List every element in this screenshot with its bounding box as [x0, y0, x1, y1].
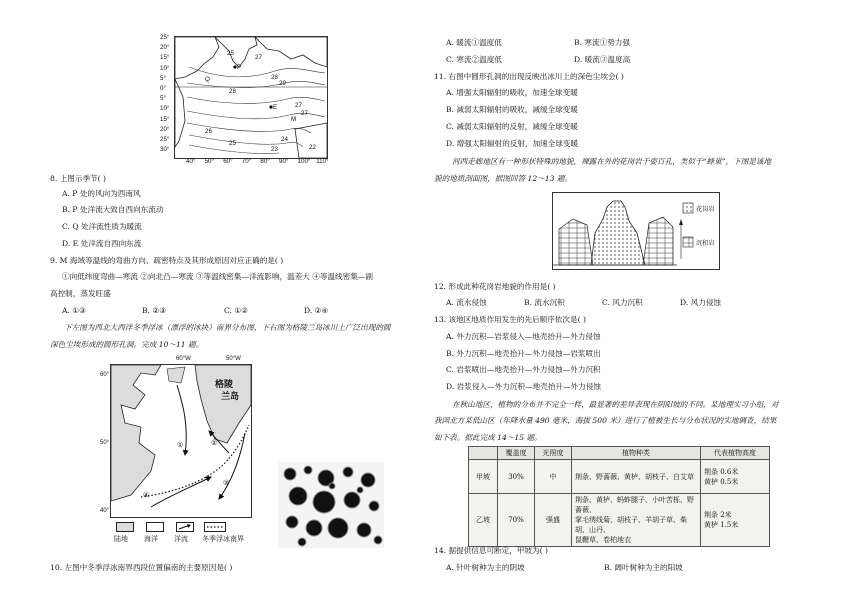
q11-option-b[interactable]: B. 减弱太阳辐射的吸收，减缓全球变暖 [446, 105, 578, 114]
q11-stem: 11. 右图中圆形孔洞的出现反映出冰川上的深色尘埃会( ) [434, 72, 624, 81]
vegetation-table [468, 446, 770, 547]
table-row [469, 460, 770, 494]
legend-swatch [176, 522, 194, 532]
sedimentary-right [643, 217, 673, 265]
q8-option-a[interactable]: A. P 处的风向为西南风 [62, 189, 141, 198]
lat-tick-label: 10° [160, 64, 170, 72]
q8-option-d[interactable]: D. E 处洋流自西向东流 [62, 239, 142, 248]
hole-shape [344, 492, 360, 508]
isotherm-line [187, 97, 325, 103]
table-header-row [469, 447, 770, 460]
intro-10-11-line1: 下左图为西北大西洋冬季浮冰（漂浮的冰块）南界分布图，下右图为格陵兰岛冰川上广泛出现的圆 [64, 323, 391, 332]
q13-option-c[interactable]: C. 岩浆喷出—地壳抬升—外力侵蚀—外力沉积 [446, 365, 601, 374]
lat-tick-label: 40° [100, 508, 110, 514]
hole-shape [361, 473, 375, 487]
legend-swatch [204, 522, 226, 532]
lon-tick-label: 110° [316, 158, 329, 165]
q9-option-b[interactable]: B. ②③ [142, 306, 167, 315]
table-header-cell: 覆盖度 [498, 447, 535, 460]
intro-14-15-line1: 在秋山地区，植物的分布并不完全一样，最显著的差异表现在阴阳坡的不同。某地理实习小组，对 [452, 400, 779, 409]
lon-tick-label: 50°W [226, 356, 241, 362]
land-southeast-asia [255, 37, 327, 67]
q12-option-c[interactable]: C. 风力沉积 [602, 298, 643, 307]
legend-swatch [116, 522, 134, 532]
light-cell: 中 [535, 460, 572, 494]
legend-label: 洋流 [174, 536, 188, 543]
q10-option-c[interactable]: C. 寒流②温度低 [446, 55, 502, 64]
lat-tick-label: 20° [160, 125, 170, 133]
lon-tick-label: 50° [204, 158, 214, 165]
species-line: 荆条、黄栌、蚂蚱腿子、小叶苦栎、野蔷薇、 [575, 496, 694, 514]
q14-stem: 14. 据提供信息可断定，甲坡为( ) [434, 546, 548, 555]
glacier-holes-photo [278, 462, 384, 548]
q9-stem: 9. M 海域等温线的弯曲方向、疏密特点及其形成原因对应正确的是( ) [50, 256, 284, 265]
land-africa-east [175, 79, 185, 147]
legend-granite-swatch [683, 203, 693, 213]
lat-tick-label: 0° [160, 85, 166, 92]
isotherm-label: 25 [227, 50, 234, 57]
hole-shape [298, 538, 306, 546]
species-cell [572, 494, 701, 547]
hole-shape [374, 536, 382, 544]
lon-tick-label: 90° [279, 158, 289, 165]
q10-option-a[interactable]: A. 暖流①温度低 [446, 38, 502, 47]
isotherm-label: 23 [271, 146, 278, 153]
current-label: ① [177, 442, 184, 449]
lat-tick-label: 50° [100, 440, 110, 446]
q9-option-d[interactable]: D. ②④ [304, 306, 329, 315]
lat-tick-label: 15° [160, 54, 170, 62]
isotherm-label: 27 [255, 54, 262, 61]
hole-shape [329, 483, 335, 489]
intro-12-13-line2: 貌的地质剖面图，据图回答 12～13 题。 [434, 174, 573, 183]
cover-cell: 70% [498, 494, 535, 547]
height-line: 荆条 0.6米 [704, 467, 739, 476]
hole-shape [289, 487, 307, 505]
hole-shape [313, 491, 335, 513]
q12-option-a[interactable]: A. 流水侵蚀 [446, 298, 487, 307]
intro-10-11-line2: 深色尘埃形成的圆形孔洞。完成 10～11 题。 [50, 340, 204, 349]
lon-tick-label: 40° [186, 158, 196, 165]
q9-items-line2: 高控制，蒸发旺盛 [50, 289, 111, 298]
geologic-section-svg [553, 193, 719, 269]
q9-option-c[interactable]: C. ①② [224, 306, 248, 315]
q13-option-d[interactable]: D. 岩浆侵入—外力沉积—地壳抬升—外力侵蚀 [446, 382, 601, 391]
q13-stem: 13. 该地区地质作用发生的先后顺序依次是( ) [434, 315, 586, 324]
lat-tick-label: 15° [160, 115, 170, 123]
land-africa-north [175, 37, 219, 79]
species-cell: 荆条、野蔷薇、黄栌、胡枝子、白艾草 [572, 460, 701, 494]
q13-option-a[interactable]: A. 外力沉积—岩浆侵入—地壳抬升—外力侵蚀 [446, 332, 601, 341]
species-line: 鼠鞭草、卷柏地衣 [575, 536, 631, 544]
isotherm-label: 22 [309, 144, 316, 151]
hole-shape [369, 501, 379, 511]
lat-tick-label: 25° [160, 34, 170, 41]
hole-shape [286, 516, 298, 528]
q10-stem: 10. 左图中冬季浮冰南界西段位置偏南的主要原因是( ) [50, 563, 233, 572]
q10-option-d[interactable]: D. 暖流③温度高 [574, 55, 631, 64]
geologic-section [552, 192, 720, 270]
q11-option-a[interactable]: A. 增强太阳辐射的吸收，加速全球变暖 [446, 88, 578, 97]
lat-tick-label: 5° [160, 95, 166, 103]
hole-shape [284, 468, 296, 480]
height-cell [701, 460, 770, 494]
glacier-holes-photo-svg [278, 462, 384, 548]
legend-granite-label: 花岗岩 [696, 206, 715, 213]
lat-tick-label: 25° [160, 136, 170, 143]
hole-shape [306, 520, 322, 536]
q12-option-d[interactable]: D. 风力侵蚀 [680, 298, 722, 307]
legend-label: 陆地 [114, 536, 128, 543]
light-cell: 强盛 [535, 494, 572, 547]
lat-tick-label: 20° [160, 44, 170, 52]
current-label: ④ [143, 492, 150, 499]
height-line: 黄栌 1.5米 [704, 521, 739, 529]
hole-shape [357, 523, 371, 537]
lon-tick-label: 60°W [176, 356, 191, 362]
lat-tick-label: 5° [160, 74, 166, 82]
q8-option-c[interactable]: C. Q 处洋流性质为暖流 [62, 222, 142, 231]
q11-option-c[interactable]: C. 减弱太阳辐射的反射，减缓全球变暖 [446, 122, 578, 131]
hole-shape [328, 518, 348, 538]
point-label: P [237, 64, 242, 71]
table-header-cell: 光照度 [535, 447, 572, 460]
isotherm-label: 24 [281, 136, 288, 143]
hole-shape [357, 487, 363, 493]
ice-boundary-map [110, 364, 252, 518]
intro-14-15-line2: 我国北方某低山区（年降水量 490 毫米，海拔 500 米）进行了植被生长与分布状况的实地调查，结果 [434, 416, 777, 425]
isotherm-map [174, 36, 328, 159]
intro-12-13-line1: 河西走廊地区有一种形状特殊的地貌，裸露在外的花岗岩千姿百孔，类似于“蜂巢”，下图是该地 [452, 157, 772, 166]
ice-boundary-map-svg [111, 365, 251, 517]
species-line: 掌毛绣线菊、胡枝子、羊胡子草、柴胡、山丹、 [575, 516, 687, 534]
q14-option-a[interactable]: A. 针叶树种为主的阴坡 [446, 563, 525, 572]
table-header-cell [469, 447, 498, 460]
q9-items-line1: ①向低纬度弯曲—寒流 ②向北凸—寒流 ③等温线密集—洋流影响，温差大 ④等温线密集—副 [62, 272, 373, 281]
q12-option-b[interactable]: B. 流水沉积 [524, 298, 565, 307]
table-row [469, 494, 770, 547]
isotherm-label: 28 [271, 74, 278, 81]
isotherm-label: 28 [229, 88, 236, 95]
lon-tick-label: 100° [297, 158, 311, 165]
slope-name-cell: 甲坡 [469, 460, 498, 494]
height-line: 黄栌 0.5米 [704, 477, 739, 486]
lon-tick-label: 80° [260, 158, 270, 165]
intro-14-15-line3: 如下表。据此完成 14～15 题。 [434, 433, 542, 442]
isotherm-label: 29 [279, 80, 286, 87]
point-label: E [273, 104, 278, 111]
legend-label: 冬季浮冰南界 [202, 536, 244, 543]
isotherm-label: 25 [229, 140, 236, 147]
point-label: M [291, 116, 297, 123]
legend-swatch [146, 522, 164, 532]
slope-name-cell: 乙坡 [469, 494, 498, 547]
q8-option-b[interactable]: B. P 处洋流大致自西向东流动 [62, 205, 164, 214]
q10-option-b[interactable]: B. 寒流①势力强 [574, 38, 630, 47]
land-india [215, 37, 257, 67]
lat-tick-label: 10° [160, 105, 170, 113]
region-label-greenland: 格陵 [215, 379, 234, 389]
q14-option-b[interactable]: B. 阔叶树种为主的阳坡 [604, 563, 683, 572]
isotherm-label: 27 [301, 110, 308, 117]
table-header-cell: 植物种类 [572, 447, 701, 460]
hole-shape [304, 466, 312, 474]
lon-tick-label: 60° [223, 158, 233, 165]
table-header-cell: 代表植物高度 [701, 447, 770, 460]
hole-shape [343, 467, 353, 477]
legend-label: 海洋 [144, 536, 158, 543]
isotherm-label: 27 [295, 102, 302, 109]
point-label: Q [205, 76, 210, 83]
q12-stem: 12. 形成此种花岗岩地貌的作用是( ) [434, 282, 556, 291]
region-label-greenland: 兰岛 [221, 391, 240, 401]
legend-sedimentary-label: 沉积岩 [696, 240, 715, 247]
sedimentary-left [559, 219, 593, 265]
legend-sedimentary-swatch [683, 237, 693, 247]
current-label: ③ [223, 480, 230, 487]
q13-option-b[interactable]: B. 外力沉积—地壳抬升—外力侵蚀—岩浆喷出 [446, 349, 601, 358]
q9-option-a[interactable]: A. ①③ [62, 306, 86, 315]
granite-body [591, 201, 645, 265]
lat-tick-label: 30° [160, 146, 170, 154]
q11-option-d[interactable]: D. 增强太阳辐射的反射，加速全球变暖 [446, 139, 579, 148]
lat-tick-label: 60° [100, 372, 110, 378]
height-cell [701, 494, 770, 547]
q8-stem: 8. 上图示季节( ) [50, 174, 106, 183]
lon-tick-label: 70° [241, 158, 252, 165]
current-label: ② [211, 440, 218, 447]
cover-cell: 30% [498, 460, 535, 494]
height-line: 荆条 2米 [704, 511, 732, 519]
isotherm-map-svg [175, 37, 327, 158]
isotherm-label: 26 [205, 128, 212, 135]
